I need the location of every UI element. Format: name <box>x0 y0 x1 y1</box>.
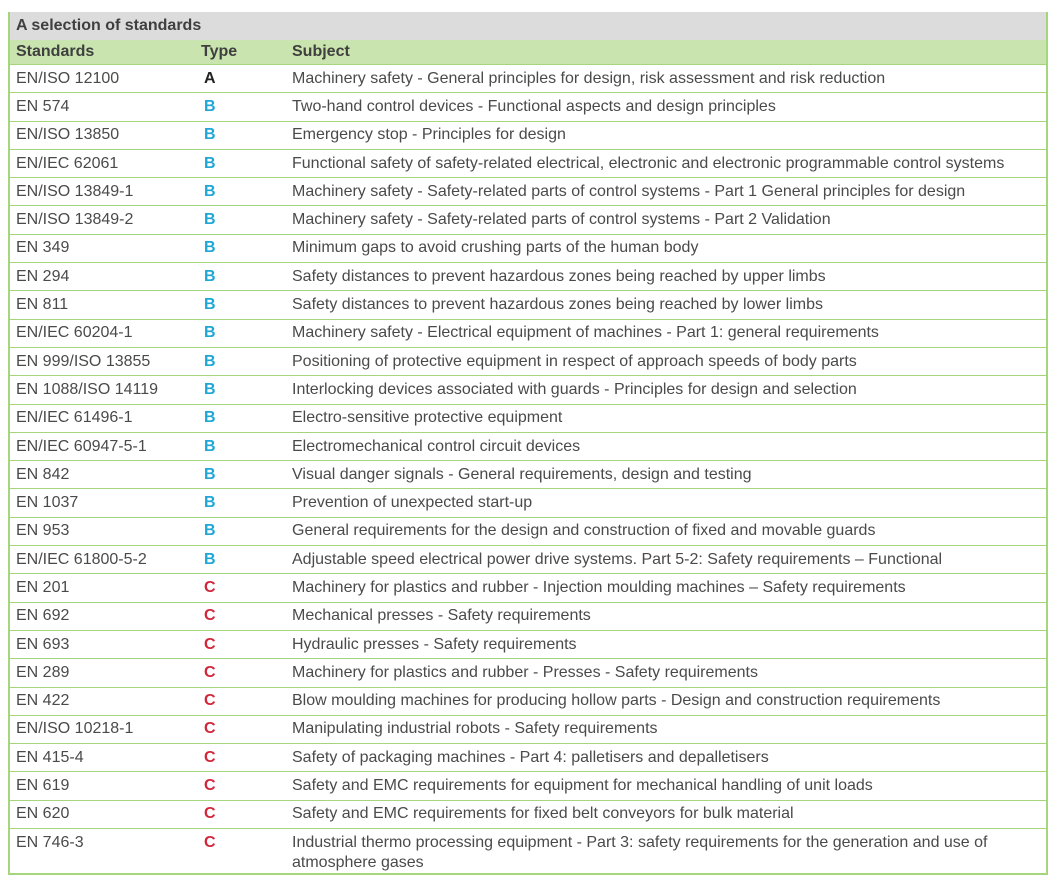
type-cell: B <box>194 149 286 177</box>
table-row <box>10 687 1046 715</box>
standard-cell: EN 999/ISO 13855 <box>10 347 194 375</box>
type-cell: B <box>194 234 286 262</box>
type-cell: B <box>194 489 286 517</box>
subject-cell: Minimum gaps to avoid crushing parts of the human body <box>286 234 1046 262</box>
table-row <box>10 574 1046 602</box>
table-row <box>10 715 1046 743</box>
type-cell: C <box>194 687 286 715</box>
standard-cell: EN 574 <box>10 93 194 121</box>
table-row <box>10 744 1046 772</box>
subject-cell: Two-hand control devices - Functional aspects and design principles <box>286 93 1046 121</box>
standard-cell: EN/ISO 10218-1 <box>10 715 194 743</box>
type-cell: B <box>194 432 286 460</box>
type-cell: B <box>194 291 286 319</box>
subject-cell: Electro-sensitive protective equipment <box>286 404 1046 432</box>
table-row <box>10 291 1046 319</box>
table-row <box>10 178 1046 206</box>
type-cell: C <box>194 744 286 772</box>
type-cell: C <box>194 772 286 800</box>
table-row <box>10 829 1046 874</box>
table-title: A selection of standards <box>10 12 1046 40</box>
type-cell: B <box>194 319 286 347</box>
standard-cell: EN/IEC 60947-5-1 <box>10 432 194 460</box>
table-row <box>10 432 1046 460</box>
subject-cell: Adjustable speed electrical power drive systems. Part 5-2: Safety requirements – Functional <box>286 546 1046 574</box>
standard-cell: EN 692 <box>10 602 194 630</box>
type-cell: B <box>194 263 286 291</box>
standard-cell: EN 693 <box>10 630 194 658</box>
type-cell: B <box>194 121 286 149</box>
subject-cell: Safety distances to prevent hazardous zones being reached by lower limbs <box>286 291 1046 319</box>
subject-cell: Machinery safety - General principles for design, risk assessment and risk reduction <box>286 65 1046 93</box>
table-row <box>10 772 1046 800</box>
table-row <box>10 121 1046 149</box>
subject-cell: Machinery safety - Safety-related parts of control systems - Part 2 Validation <box>286 206 1046 234</box>
standard-cell: EN/IEC 61496-1 <box>10 404 194 432</box>
standard-cell: EN/ISO 13850 <box>10 121 194 149</box>
standard-cell: EN 620 <box>10 800 194 828</box>
table-row <box>10 65 1046 93</box>
table-row <box>10 149 1046 177</box>
subject-cell: Electromechanical control circuit devices <box>286 432 1046 460</box>
standard-cell: EN 349 <box>10 234 194 262</box>
standard-cell: EN 201 <box>10 574 194 602</box>
subject-cell: Positioning of protective equipment in respect of approach speeds of body parts <box>286 347 1046 375</box>
subject-cell: Visual danger signals - General requirements, design and testing <box>286 461 1046 489</box>
type-cell: B <box>194 347 286 375</box>
standard-cell: EN/IEC 62061 <box>10 149 194 177</box>
standard-cell: EN 294 <box>10 263 194 291</box>
table-row <box>10 602 1046 630</box>
subject-cell: Safety and EMC requirements for equipment for mechanical handling of unit loads <box>286 772 1046 800</box>
type-cell: C <box>194 630 286 658</box>
type-cell: B <box>194 461 286 489</box>
standard-cell: EN/IEC 60204-1 <box>10 319 194 347</box>
standard-cell: EN 746-3 <box>16 834 84 852</box>
standard-cell: EN/ISO 12100 <box>10 65 194 93</box>
type-cell: B <box>194 546 286 574</box>
subject-cell: Machinery safety - Safety-related parts of control systems - Part 1 General principles for design <box>286 178 1046 206</box>
subject-cell: Mechanical presses - Safety requirements <box>286 602 1046 630</box>
type-cell: C <box>194 800 286 828</box>
table-row <box>10 461 1046 489</box>
standard-cell: EN 289 <box>10 659 194 687</box>
subject-cell: Machinery for plastics and rubber - Injection moulding machines – Safety requirements <box>286 574 1046 602</box>
type-cell: A <box>194 65 286 93</box>
subject-cell: Prevention of unexpected start-up <box>286 489 1046 517</box>
standard-cell: EN 415-4 <box>10 744 194 772</box>
table-row <box>10 800 1046 828</box>
type-cell: B <box>194 206 286 234</box>
subject-cell: Safety of packaging machines - Part 4: palletisers and depalletisers <box>286 744 1046 772</box>
subject-cell: Safety and EMC requirements for fixed belt conveyors for bulk material <box>286 800 1046 828</box>
standard-cell: EN 422 <box>10 687 194 715</box>
table-row <box>10 659 1046 687</box>
subject-cell: Hydraulic presses - Safety requirements <box>286 630 1046 658</box>
table-row <box>10 319 1046 347</box>
type-cell: C <box>194 715 286 743</box>
subject-cell: Safety distances to prevent hazardous zones being reached by upper limbs <box>286 263 1046 291</box>
table-row <box>10 546 1046 574</box>
standard-cell: EN/IEC 61800-5-2 <box>10 546 194 574</box>
standard-cell: EN 1088/ISO 14119 <box>10 376 194 404</box>
column-header-standards: Standards <box>10 40 194 65</box>
subject-cell: Machinery for plastics and rubber - Presses - Safety requirements <box>286 659 1046 687</box>
subject-cell: Machinery safety - Electrical equipment of machines - Part 1: general requirements <box>286 319 1046 347</box>
standard-cell: EN/ISO 13849-2 <box>10 206 194 234</box>
table-row <box>10 489 1046 517</box>
type-cell: C <box>194 574 286 602</box>
subject-cell: Emergency stop - Principles for design <box>286 121 1046 149</box>
column-header-type: Type <box>194 40 286 65</box>
standard-cell: EN 811 <box>10 291 194 319</box>
table-row <box>10 347 1046 375</box>
standard-cell: EN 619 <box>10 772 194 800</box>
type-cell: C <box>194 602 286 630</box>
table-row <box>10 263 1046 291</box>
standards-table-frame <box>8 12 1048 875</box>
table-row <box>10 234 1046 262</box>
standards-table <box>10 40 1046 873</box>
type-cell: C <box>194 659 286 687</box>
table-row <box>10 93 1046 121</box>
standard-cell: EN/ISO 13849-1 <box>10 178 194 206</box>
subject-cell: Functional safety of safety-related electrical, electronic and electronic programmable control systems <box>286 149 1046 177</box>
type-cell: B <box>194 376 286 404</box>
column-header-subject: Subject <box>286 40 1046 65</box>
table-row <box>10 404 1046 432</box>
table-row <box>10 630 1046 658</box>
subject-cell: Interlocking devices associated with guards - Principles for design and selection <box>286 376 1046 404</box>
subject-cell: Blow moulding machines for producing hollow parts - Design and construction requirements <box>286 687 1046 715</box>
type-cell: B <box>194 517 286 545</box>
subject-cell: Manipulating industrial robots - Safety requirements <box>286 715 1046 743</box>
table-row <box>10 517 1046 545</box>
table-row <box>10 206 1046 234</box>
standard-cell: EN 953 <box>10 517 194 545</box>
subject-cell: General requirements for the design and construction of fixed and movable guards <box>286 517 1046 545</box>
type-cell: B <box>194 404 286 432</box>
type-cell: B <box>194 178 286 206</box>
standard-cell: EN 842 <box>10 461 194 489</box>
type-cell: B <box>194 93 286 121</box>
standard-cell: EN 1037 <box>10 489 194 517</box>
subject-cell: Industrial thermo processing equipment - Part 3: safety requirements for the generation and use of atmosphere gases <box>292 834 988 872</box>
table-body <box>10 65 1046 874</box>
type-cell: C <box>204 834 216 852</box>
table-header-row <box>10 40 1046 65</box>
table-row <box>10 376 1046 404</box>
